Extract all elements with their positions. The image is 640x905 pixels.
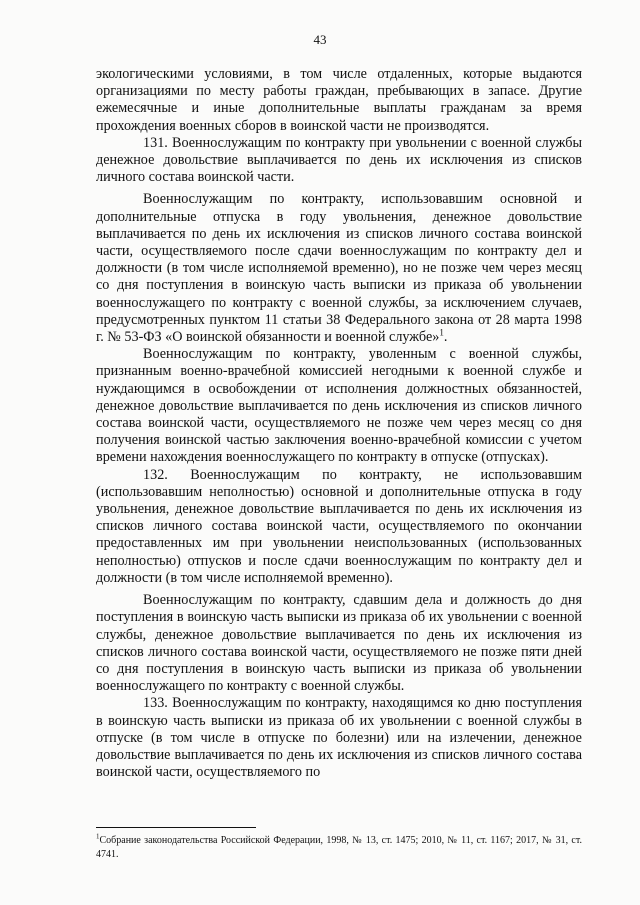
footnote-divider (96, 827, 256, 828)
paragraph-132: 132. Военнослужащим по контракту, не использовавшим (использовавшим неполностью) основной и дополнительные отпуска в году увольнения, денежное довольствие выплачивается по день их исключения из списков личного состава воинской части, осуществляемого по окончании предоставленных им при увольнении неиспользованных (использованных неполностью) отпусков и после сдачи военнослужащим по контракту дел и должности (в том числе исполняемой временно). (96, 466, 582, 586)
document-body (96, 66, 582, 781)
paragraph-131-medical-commission: Военнослужащим по контракту, уволенным с военной службы, признанным военно-врачебной комиссией негодными к военной службе и нуждающимся в освобождении от исполнения должностных обязанностей, денежное довольствие выплачивается по день исключения из списков личного состава воинской части, осуществляемого не позже чем через месяц со дня получения воинской частью заключения военно-врачебной комиссии с учетом времени нахождения военнослужащего по контракту в отпуске (отпусках). (96, 346, 582, 466)
footnote-text: Собрание законодательства Российской Федерации, 1998, № 13, ст. 1475; 2010, № 11, ст. 1167; 2017, № 31, ст. 4741. (96, 835, 582, 860)
footnote-marker: 1 (96, 832, 100, 841)
footnote (96, 834, 582, 861)
paragraph-continuation: экологическими условиями, в том числе отдаленных, которые выдаются организациями по месту работы граждан, пребывающих в запасе. Другие ежемесячные и иные дополнительные выплаты гражданам за время прохождения военных сборов в воинской части не производятся. (96, 66, 582, 134)
paragraph-132-handover: Военнослужащим по контракту, сдавшим дела и должность до дня поступления в воинскую часть выписки из приказа об их увольнении с военной службы, денежное довольствие выплачивается по день их исключения из списков личного состава воинской части, осуществляемого не позже пяти дней со дня поступления в воинскую часть выписки из приказа об увольнении военнослужащего по контракту с военной службы. (96, 592, 582, 695)
paragraph-131-unused-leave: Военнослужащим по контракту, использовавшим основной и дополнительные отпуска в году увольнения, денежное довольствие выплачивается по день их исключения из списков личного состава воинской части, осуществляемого после сдачи военнослужащим по контракту дел и должности (в том числе исполняемой временно), но не позже чем через месяц со дня поступления в воинскую часть выписки из приказа об увольнении военнослужащего по контракту с военной службы, за исключением случаев, предусмотренных пунктом 11 статьи 38 Федерального закона от 28 марта 1998 г. № 53-ФЗ «О воинской обязанности и военной службе»$^1$. (96, 191, 582, 346)
footnote-reference: 1 (439, 327, 444, 338)
page-number: 43 (313, 32, 327, 47)
paragraph-133: 133. Военнослужащим по контракту, находящимся ко дню поступления в воинскую часть выписки из приказа об их увольнении с военной службы в отпуске (в том числе в отпуске по болезни) или на излечении, денежное довольствие выплачивается по день их исключения из списков личного состава воинской части, осуществляемого по (96, 695, 582, 781)
paragraph-131: 131. Военнослужащим по контракту при увольнении с военной службы денежное довольствие выплачивается по день их исключения из списков личного состава воинской части. (96, 134, 582, 186)
paragraph-text: Военнослужащим по контракту, использовавшим основной и дополнительные отпуска в году увольнения, денежное довольствие выплачивается по день их исключения из списков личного состава воинской части, осуществляемого после сдачи военнослужащим по контракту дел и должности (в том числе исполняемой временно), но не позже чем через месяц со дня поступления в воинскую часть выписки из приказа об увольнении военнослужащего по контракту с военной службы, за исключением случаев, предусмотренных пунктом 11 статьи 38 Федерального закона от 28 марта 1998 г. № 53-ФЗ «О воинской обязанности и военной службе» (96, 191, 582, 346)
